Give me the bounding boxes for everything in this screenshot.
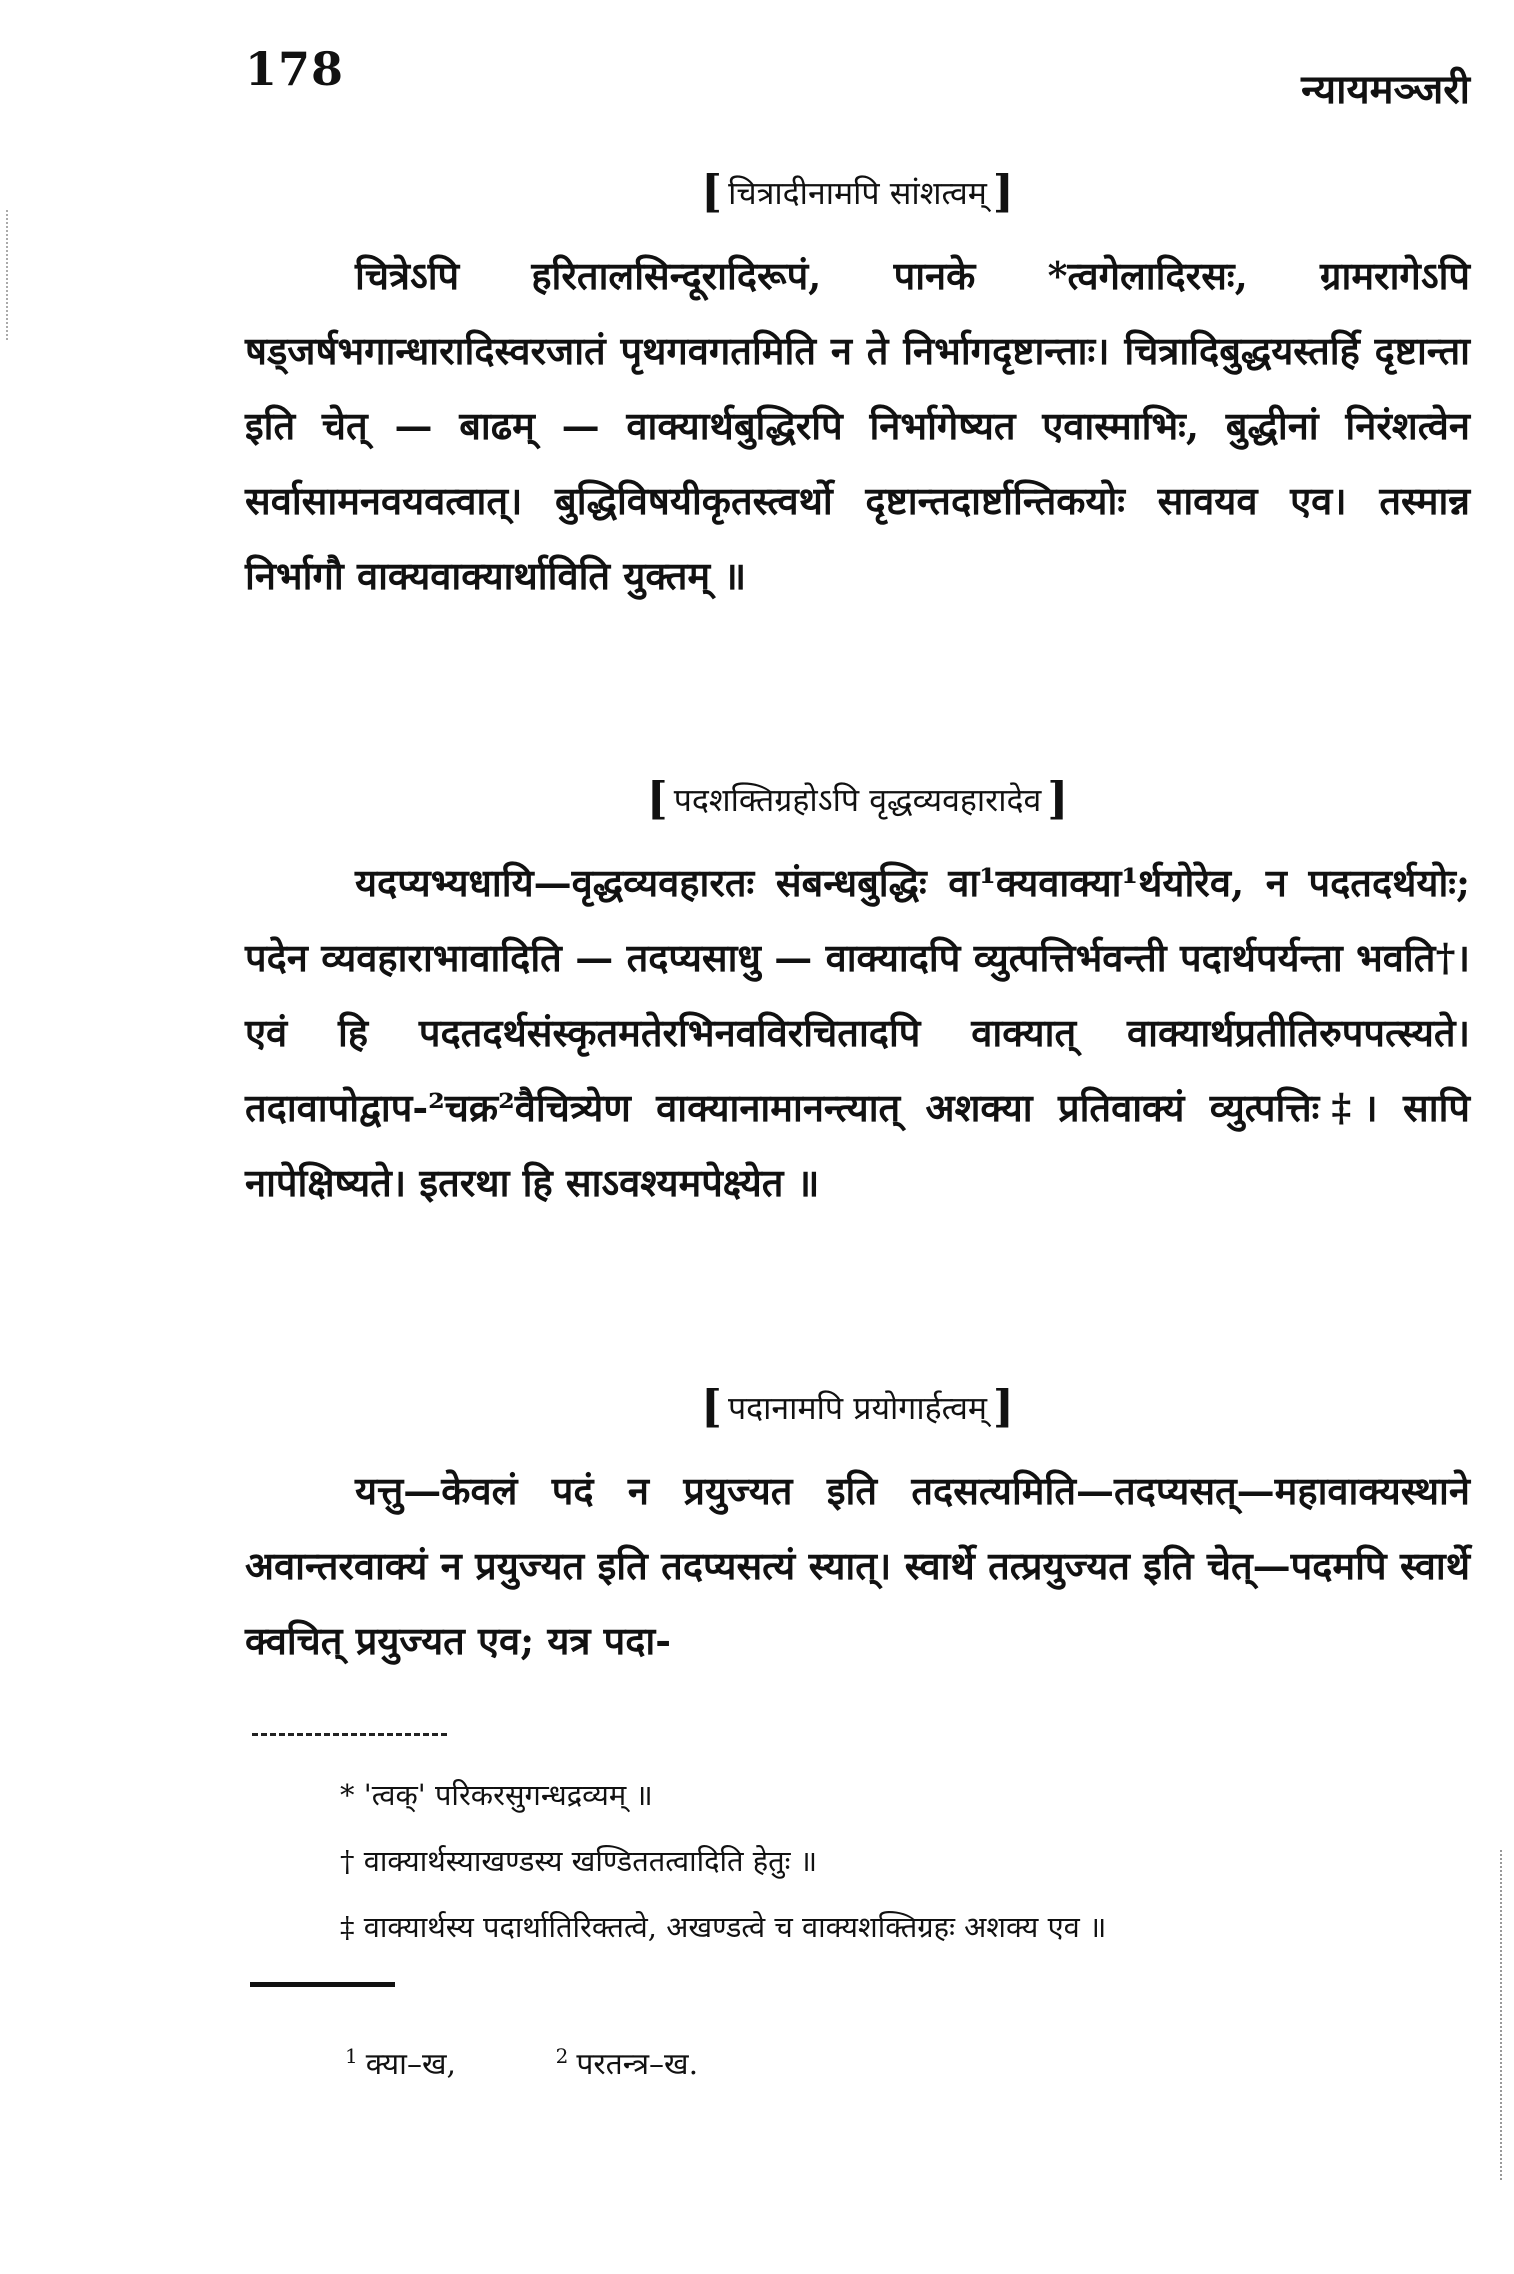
section-3 [245,1375,1470,1678]
paragraph: यत्तु—केवलं पदं न प्रयुज्यत इति तदसत्यमिति—तदप्यसत्—महावाक्यस्थाने अवान्तरवाक्यं न प्रयुज्यत इति तदप्यसत्यं स्यात्। स्वार्थे तत्प्रयुज्यत इति चेत्—पदमपि स्वार्थे क्वचित् प्रयुज्यत एव; यत्र पदा- [245,1468,1470,1663]
footnotes [340,1775,1470,1973]
section-2 [245,767,1470,1220]
scan-edge-mark [1500,1850,1506,2180]
book-title: न्यायमञ्जरी [1301,66,1470,113]
paragraph: यदप्यभ्यधायि—वृद्धव्यवहारतः संबन्धबुद्धिः वा¹क्यवाक्या¹र्थयोरेव, न पदतदर्थयोः; पदेन व्यवहाराभावादिति — तदप्यसाधु — वाक्यादपि व्युत्पत्तिर्भवन्ती पदार्थपर्यन्ता भवति†। एवं हि पदतदर्थसंस्कृतमतेरभिनवविरचितादपि वाक्यात् वाक्यार्थप्रतीतिरुपपत्स्यते। तदावापोद्वाप-²चक्र²वैचित्र्येण वाक्यानामानन्त्यात् अशक्या प्रतिवाक्यं व्युत्पत्तिः‡। सापि नापेक्षिष्यते। इतरथा हि साऽवश्यमपेक्ष्येत ॥ [245,860,1470,1205]
footnote: † वाक्यार्थस्याखण्डस्य खण्डिततत्वादिति हेतुः ॥ [340,1844,818,1878]
running-head [245,42,1470,112]
variants-divider [250,1982,395,1987]
paragraph: चित्रेऽपि हरितालसिन्दूरादिरूपं, पानके *त्वगेलादिरसः, ग्रामरागेऽपि षड्जर्षभगान्धारादिस्वरजातं पृथगवगतमिति न ते निर्भागदृष्टान्ताः। चित्रादिबुद्धयस्तर्हि दृष्टान्ता इति चेत् — बाढम् — वाक्यार्थबुद्धिरपि निर्भागेष्यत एवास्माभिः, बुद्धीनां निरंशत्वेन सर्वासामनवयवत्वात्। बुद्धिविषयीकृतस्त्वर्थो दृष्टान्तदार्ष्टान्तिकयोः सावयव एव। तस्मान्न निर्भागौ वाक्यवाक्यार्थाविति युक्तम् ॥ [245,253,1470,598]
footnote-divider [252,1733,447,1736]
variant-readings [345,2042,788,2083]
section-heading: [ चित्रादीनामपि सांशत्वम् ] [701,166,1014,218]
variant-reading: $^2$ परतन्त्र–ख. [555,2044,699,2082]
section-1 [245,160,1470,613]
page-number: 178 [245,42,345,96]
variant-reading: $^1$ क्या–ख, [345,2044,457,2082]
footnote: ‡ वाक्यार्थस्य पदार्थातिरिक्तत्वे, अखण्डत्वे च वाक्यशक्तिग्रहः अशक्य एव ॥ [340,1910,1107,1944]
section-heading: [ पदानामपि प्रयोगार्हत्वम् ] [701,1381,1014,1433]
footnote: * 'त्वक्' परिकरसुगन्धद्रव्यम् ॥ [340,1778,653,1812]
section-heading: [ पदशक्तिग्रहोऽपि वृद्धव्यवहारादेव ] [646,773,1069,825]
scan-edge-mark [6,210,11,340]
